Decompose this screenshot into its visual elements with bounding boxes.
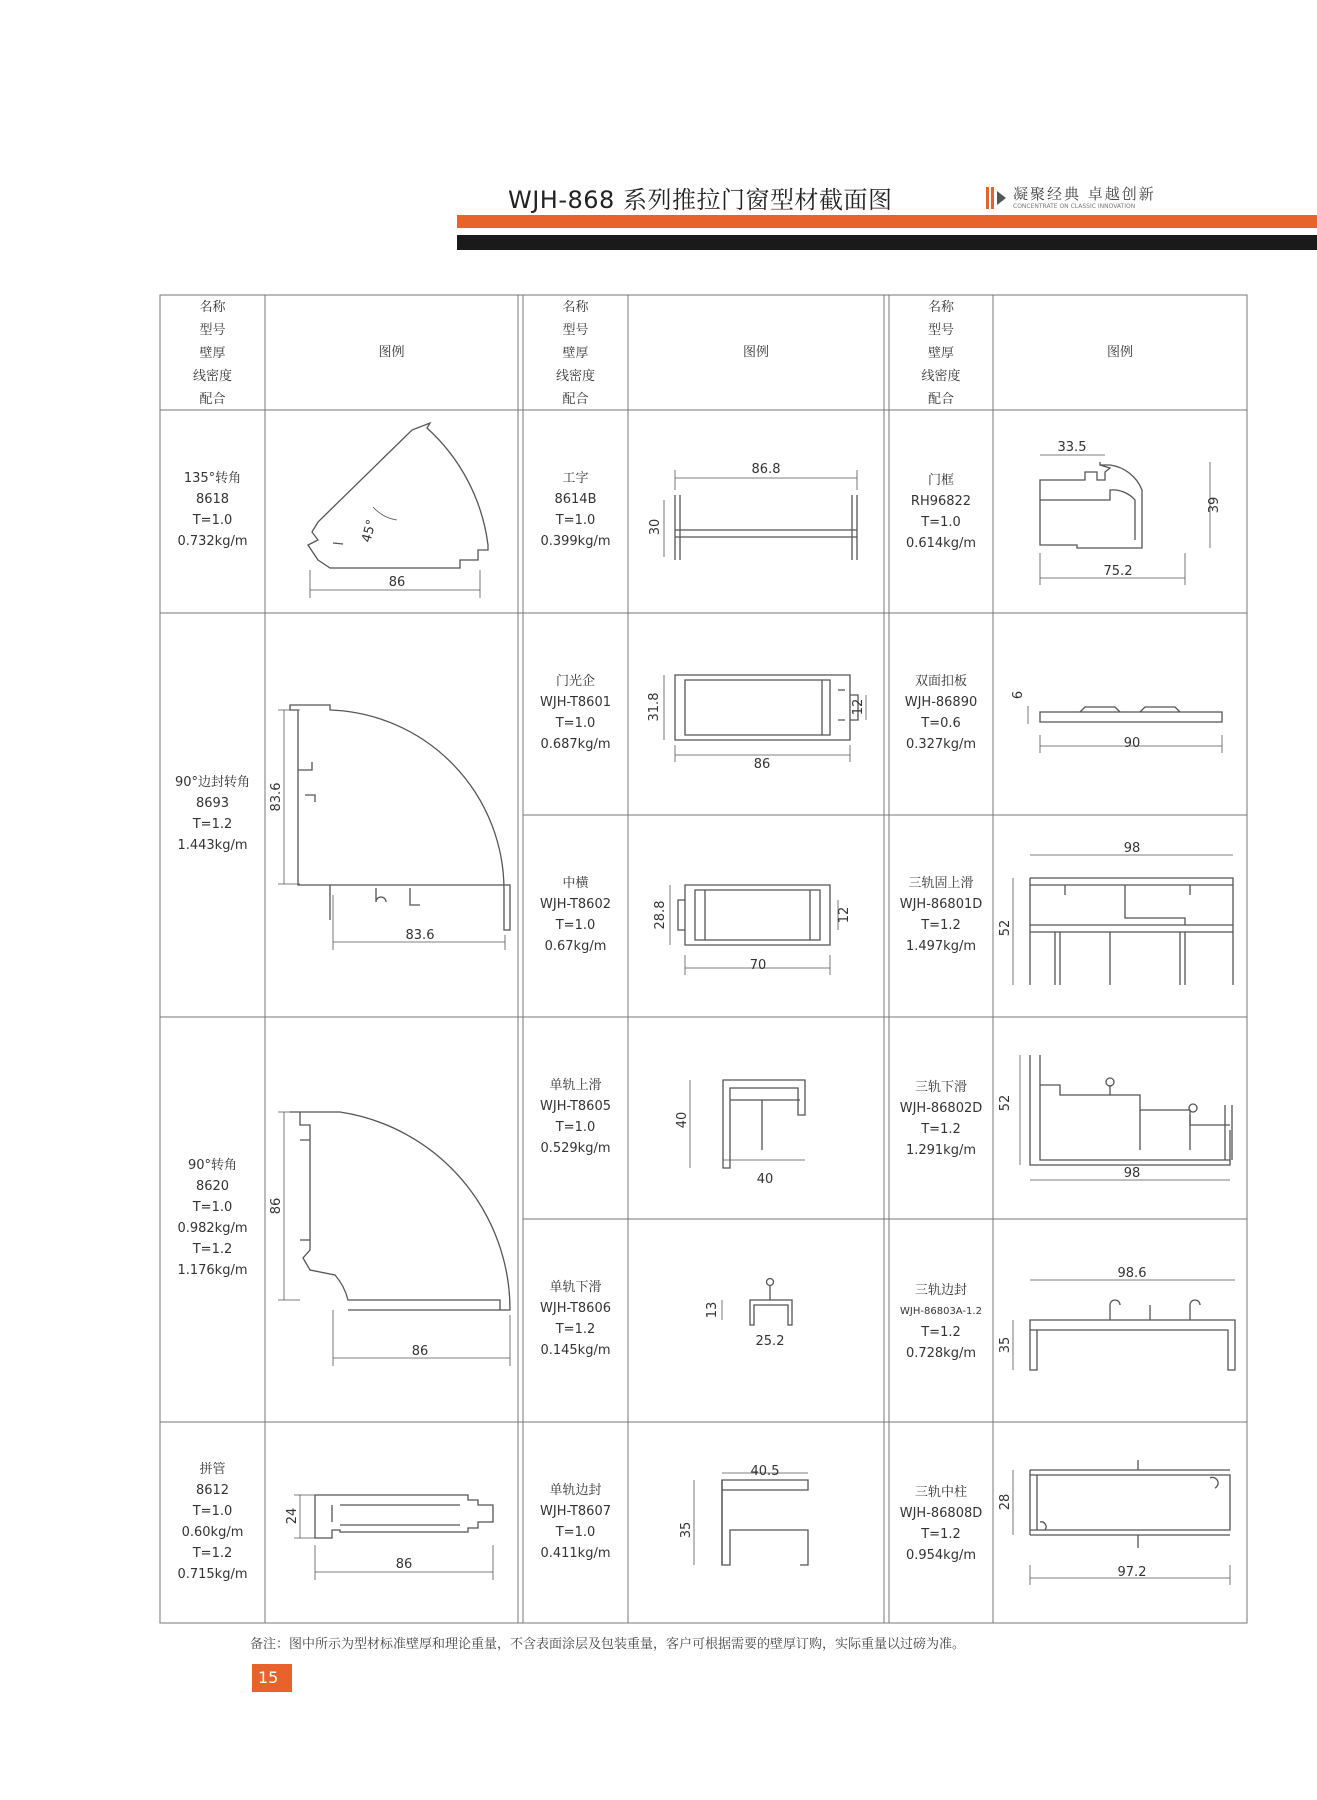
profile-density: 0.411kg/m: [540, 1546, 611, 1561]
slogan-en: CONCENTRATE ON CLASSIC INNOVATION: [1013, 203, 1136, 210]
profile-name: 门光企: [555, 674, 595, 689]
profile-density: 0.614kg/m: [905, 536, 977, 551]
profile-density: 0.60kg/m: [181, 1525, 244, 1540]
dim-t8601-slot: 12: [851, 698, 866, 716]
col3-header-fields: [889, 296, 993, 411]
profile-t8602-drawing: [685, 885, 830, 945]
profile-name: 工字: [562, 471, 589, 486]
profile-thickness: T=1.0: [192, 513, 233, 528]
profile-info-t8607: [523, 1480, 628, 1564]
profile-8618-drawing: [308, 423, 488, 568]
profile-density: 1.291kg/m: [905, 1143, 977, 1158]
dim-8618-width: 86: [388, 575, 406, 590]
profile-info-t8606: [523, 1277, 628, 1361]
profile-density: 0.728kg/m: [905, 1346, 977, 1361]
dim-t8602-width: 70: [749, 958, 767, 973]
header-field-wall: 壁厚: [927, 346, 954, 361]
profile-name: 拼管: [199, 1462, 226, 1477]
profile-info-8614b: [523, 468, 628, 552]
profile-8693-drawing: [290, 705, 510, 930]
profile-thickness: T=1.0: [192, 1200, 233, 1215]
header-field-density: 线密度: [192, 369, 232, 384]
dim-t8602-slot: 12: [837, 906, 852, 924]
dim-t8605-width: 40: [756, 1172, 774, 1187]
dim-86801d-height: 52: [998, 919, 1013, 937]
header-field-model: 型号: [927, 323, 954, 338]
profile-thickness: T=1.0: [555, 1120, 596, 1135]
profile-name: 门框: [927, 473, 954, 488]
profile-name: 中横: [562, 876, 589, 891]
header-field-wall: 壁厚: [199, 346, 226, 361]
profile-info-8620: [160, 1155, 265, 1281]
profile-name: 单轨上滑: [549, 1078, 602, 1093]
dim-86890-height: 6: [1011, 690, 1026, 700]
dim-rh96822-height: 39: [1207, 496, 1222, 514]
profile-thickness-2: T=1.2: [192, 1242, 233, 1257]
footer-note: 备注：图中所示为型材标准壁厚和理论重量，不含表面涂层及包装重量，客户可根据需要的壁厚订购，实际重量以过磅为准。: [250, 1637, 966, 1652]
profile-8620-drawing: [290, 1112, 510, 1310]
profile-name: 单轨边封: [549, 1483, 602, 1498]
col2-header-legend: 图例: [742, 345, 769, 360]
profile-density: 0.67kg/m: [544, 939, 607, 954]
profile-thickness: T=1.2: [921, 1325, 961, 1340]
dim-t8607-width: 40.5: [750, 1464, 780, 1479]
dim-t8606-width: 25.2: [755, 1334, 785, 1349]
dim-86890-width: 90: [1123, 736, 1141, 751]
col1-header-fields: [160, 296, 265, 411]
profile-thickness: T=1.2: [555, 1322, 596, 1337]
profile-model: WJH-T8607: [540, 1504, 611, 1519]
profile-model: 8620: [195, 1179, 230, 1194]
profile-8612-drawing: [315, 1495, 493, 1538]
col1-header-legend: 图例: [378, 345, 405, 360]
dim-t8601-height: 31.8: [647, 692, 662, 722]
header-field-model: 型号: [562, 323, 589, 338]
header-field-name: 名称: [199, 300, 226, 315]
profile-thickness: T=0.6: [921, 716, 961, 731]
profile-model: 8693: [195, 796, 230, 811]
profile-thickness: T=1.0: [555, 716, 596, 731]
profile-model: 8612: [195, 1483, 230, 1498]
profile-thickness: T=1.2: [921, 918, 961, 933]
profile-name: 90°边封转角: [174, 775, 251, 790]
profile-model: WJH-T8605: [540, 1099, 611, 1114]
header-field-density: 线密度: [555, 369, 595, 384]
profile-info-t8605: [523, 1075, 628, 1159]
profile-info-8618: [160, 468, 265, 552]
dim-8693-width: 83.6: [405, 928, 435, 943]
profile-info-86890: [889, 671, 993, 755]
dim-86801d-width: 98: [1123, 841, 1141, 856]
profile-thickness: T=1.0: [555, 513, 596, 528]
dim-t8601-width: 86: [753, 757, 771, 772]
profile-density-2: 1.176kg/m: [177, 1263, 248, 1278]
profile-thickness-2: T=1.2: [192, 1546, 233, 1561]
header-field-name: 名称: [562, 300, 589, 315]
profile-model: 8618: [195, 492, 230, 507]
profile-info-86803a: [889, 1280, 993, 1364]
page-number: 15: [252, 1664, 292, 1692]
header-field-wall: 壁厚: [562, 346, 589, 361]
profile-thickness: T=1.2: [921, 1527, 961, 1542]
profile-name: 双面扣板: [914, 674, 967, 689]
profile-t8601-drawing: [675, 675, 850, 740]
dim-86803a-height: 35: [998, 1336, 1013, 1354]
profile-density: 1.497kg/m: [905, 939, 977, 954]
profile-model: WJH-T8601: [540, 695, 611, 710]
profile-model: RH96822: [910, 494, 972, 509]
profile-name: 三轨边封: [914, 1283, 967, 1298]
profile-t8605-drawing: [723, 1080, 805, 1168]
dim-8614b-height: 30: [648, 518, 663, 536]
profile-density: 0.145kg/m: [540, 1343, 611, 1358]
profile-t8606-drawing: [750, 1285, 792, 1325]
profile-info-t8601: [523, 671, 628, 755]
profile-name: 三轨中柱: [914, 1485, 967, 1500]
header-field-fit: 配合: [562, 392, 589, 407]
profile-density: 0.982kg/m: [177, 1221, 248, 1236]
slogan-cn: 凝聚经典 卓越创新: [1013, 185, 1156, 203]
dim-8693-height: 83.6: [269, 782, 284, 812]
profile-model: 8614B: [554, 492, 597, 507]
dim-86808d-width: 97.2: [1117, 1565, 1147, 1580]
profile-name: 90°转角: [187, 1158, 238, 1173]
profile-model: WJH-86803A-1.2: [900, 1306, 982, 1317]
profile-model: WJH-86808D: [899, 1506, 983, 1521]
dim-rh96822-width: 75.2: [1103, 564, 1133, 579]
dim-86802d-height: 52: [998, 1094, 1013, 1112]
profile-model: WJH-86801D: [899, 897, 983, 912]
dim-t8606-height: 13: [705, 1301, 720, 1319]
profile-name: 三轨固上滑: [908, 876, 974, 891]
profile-info-8612: [160, 1459, 265, 1585]
profile-density: 0.954kg/m: [905, 1548, 977, 1563]
dim-8618-angle: 45°: [359, 518, 380, 545]
profile-density: 0.687kg/m: [540, 737, 611, 752]
dim-86803a-width: 98.6: [1117, 1266, 1147, 1281]
dim-8620-height: 86: [269, 1197, 284, 1215]
profile-name: 135°转角: [183, 471, 242, 486]
profile-t8607-drawing: [722, 1480, 808, 1565]
dim-8614b-width: 86.8: [751, 462, 781, 477]
dim-t8602-height: 28.8: [653, 900, 668, 930]
profile-info-86808d: [889, 1482, 993, 1566]
profile-86803a-drawing: [1030, 1320, 1235, 1370]
profile-86802d-drawing: [1030, 1055, 1230, 1165]
header-field-fit: 配合: [927, 392, 954, 407]
profile-density: 0.399kg/m: [540, 534, 611, 549]
page-title: WJH-868 系列推拉门窗型材截面图: [508, 186, 893, 214]
profile-thickness: T=1.2: [192, 817, 233, 832]
header-field-fit: 配合: [199, 392, 226, 407]
profile-thickness: T=1.0: [555, 1525, 596, 1540]
profile-density: 0.327kg/m: [905, 737, 977, 752]
header-field-name: 名称: [927, 300, 954, 315]
dim-86802d-width: 98: [1123, 1166, 1141, 1181]
profile-thickness: T=1.2: [921, 1122, 961, 1137]
col3-header-legend: 图例: [1106, 345, 1133, 360]
profile-86808d-drawing: [1030, 1460, 1230, 1548]
header-field-density: 线密度: [921, 369, 961, 384]
dim-8620-width: 86: [411, 1344, 429, 1359]
dim-rh96822-top: 33.5: [1057, 440, 1087, 455]
dim-86808d-height: 28: [998, 1493, 1013, 1511]
profile-info-86801d: [889, 873, 993, 957]
profile-density: 0.529kg/m: [540, 1141, 611, 1156]
profile-model: WJH-86802D: [899, 1101, 983, 1116]
profile-info-t8602: [523, 873, 628, 957]
profile-thickness: T=1.0: [555, 918, 596, 933]
profile-model: WJH-T8606: [540, 1301, 611, 1316]
profile-info-rh96822: [889, 470, 993, 554]
profile-density: 1.443kg/m: [177, 838, 248, 853]
profile-name: 单轨下滑: [549, 1280, 602, 1295]
profile-8614b-drawing: [675, 495, 857, 560]
profile-model: WJH-86890: [904, 695, 978, 710]
dim-t8605-height: 40: [675, 1111, 690, 1129]
header-field-model: 型号: [199, 323, 226, 338]
profile-info-86802d: [889, 1077, 993, 1161]
profile-rh96822-drawing: [1040, 462, 1142, 548]
profile-name: 三轨下滑: [914, 1080, 967, 1095]
profile-info-8693: [160, 772, 265, 856]
profile-86890-drawing: [1040, 707, 1222, 722]
dim-8612-width: 86: [395, 1557, 413, 1572]
dim-8612-height: 24: [285, 1507, 300, 1525]
profile-density-2: 0.715kg/m: [177, 1567, 248, 1582]
profile-model: WJH-T8602: [540, 897, 611, 912]
profile-thickness: T=1.0: [921, 515, 961, 530]
col2-header-fields: [523, 296, 628, 411]
dim-t8607-height: 35: [679, 1521, 694, 1539]
profile-density: 0.732kg/m: [177, 534, 248, 549]
profile-thickness: T=1.0: [192, 1504, 233, 1519]
